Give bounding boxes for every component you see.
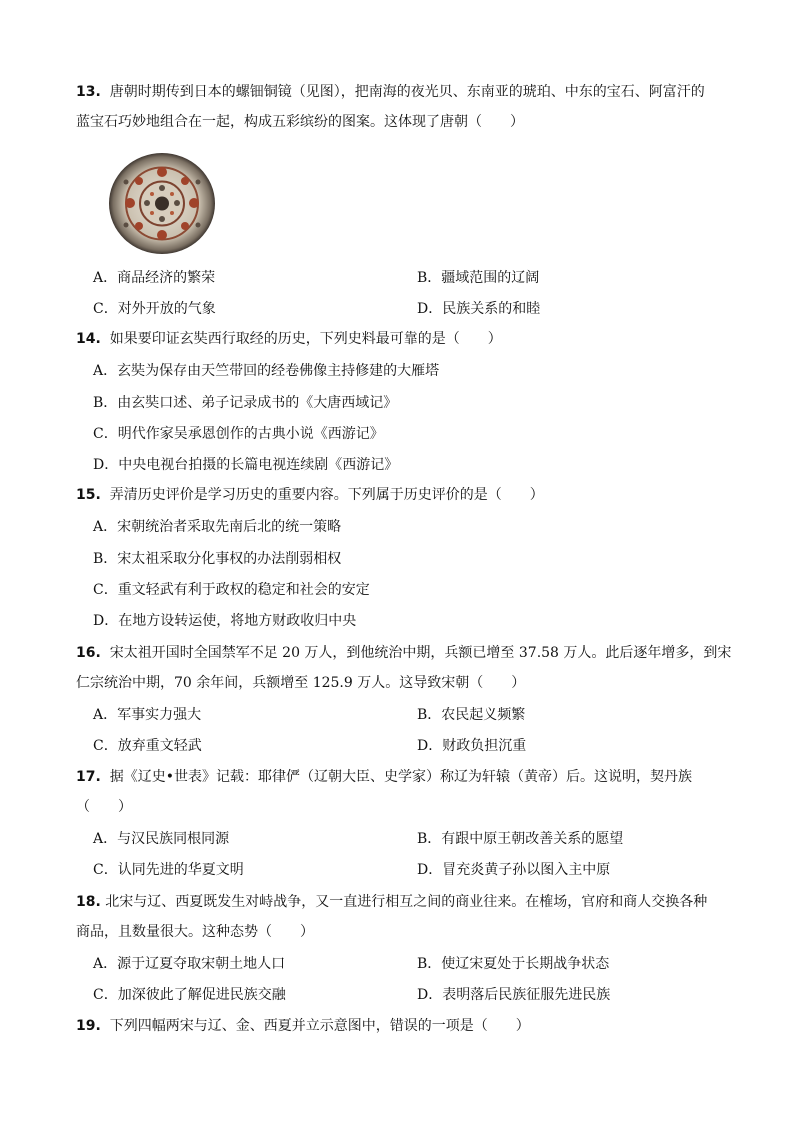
question-16-option-d: D．财政负担沉重 <box>417 738 527 754</box>
question-number: 15. <box>76 487 101 503</box>
question-17-option-a: A．与汉民族同根同源 <box>93 831 230 847</box>
question-19-line-1 <box>76 1016 746 1036</box>
question-13-option-c: C．对外开放的气象 <box>93 301 216 317</box>
question-number: 19. <box>76 1018 101 1034</box>
question-13-line-2: 蓝宝石巧妙地组合在一起，构成五彩缤纷的图案。这体现了唐朝（ ） <box>76 114 524 130</box>
question-number: 17. <box>76 769 101 785</box>
question-13-option-d: D．民族关系的和睦 <box>417 301 541 317</box>
question-number: 16. <box>76 645 101 661</box>
question-text: 北宋与辽、西夏既发生对峙战争，又一直进行相互之间的商业往来。在榷场，官府和商人交换各种 <box>105 894 708 910</box>
question-text: 如果要印证玄奘西行取经的历史，下列史料最可靠的是（ ） <box>109 331 502 347</box>
question-16-option-c: C．放弃重文轻武 <box>93 738 202 754</box>
question-number: 18. <box>76 894 101 910</box>
question-17-option-b: B．有跟中原王朝改善关系的愿望 <box>417 831 624 847</box>
question-15-option-a: A．宋朝统治者采取先南后北的统一策略 <box>93 519 342 535</box>
question-14-line-1 <box>76 329 746 349</box>
question-text: 宋太祖开国时全国禁军不足 20 万人，到他统治中期，兵额已增至 37.58 万人。此后逐年增多，到宋 <box>109 645 732 661</box>
question-number: 13. <box>76 84 101 100</box>
question-16-line-2: 仁宗统治中期，70 余年间，兵额增至 125.9 万人。这导致宋朝（ ） <box>76 675 526 691</box>
question-text: 据《辽史•世表》记载：耶律俨（辽朝大臣、史学家）称辽为轩辕（黄帝）后。这说明，契丹族 <box>109 769 692 785</box>
question-14-option-d: D．中央电视台拍摄的长篇电视连续剧《西游记》 <box>93 457 399 473</box>
question-15-option-d: D．在地方设转运使，将地方财政收归中央 <box>93 613 357 629</box>
question-text: 唐朝时期传到日本的螺钿铜镜（见图），把南海的夜光贝、东南亚的琥珀、中东的宝石、阿富汗的 <box>109 84 705 100</box>
question-17-line-1 <box>76 767 746 787</box>
question-18-option-a: A．源于辽夏夺取宋朝土地人口 <box>93 956 286 972</box>
question-13-option-a: A．商品经济的繁荣 <box>93 270 216 286</box>
question-18-line-2: 商品，且数量很大。这种态势（ ） <box>76 924 314 940</box>
question-15-option-b: B．宋太祖采取分化事权的办法削弱相权 <box>93 551 342 567</box>
question-17-option-d: D．冒充炎黄子孙以图入主中原 <box>417 862 611 878</box>
question-18-option-d: D．表明落后民族征服先进民族 <box>417 987 611 1003</box>
question-17-option-c: C．认同先进的华夏文明 <box>93 862 244 878</box>
question-14-option-c: C．明代作家吴承恩创作的古典小说《西游记》 <box>93 426 384 442</box>
question-13-line-1 <box>76 82 746 102</box>
question-15-line-1 <box>76 485 746 505</box>
question-13-option-b: B．疆域范围的辽阔 <box>417 270 540 286</box>
question-16-option-b: B．农民起义频繁 <box>417 707 526 723</box>
tang-mirror-image <box>108 152 216 255</box>
question-14-option-b: B．由玄奘口述、弟子记录成书的《大唐西域记》 <box>93 395 398 411</box>
question-18-option-c: C．加深彼此了解促进民族交融 <box>93 987 286 1003</box>
question-17-line-2: （ ） <box>76 799 132 815</box>
question-14-option-a: A．玄奘为保存由天竺带回的经卷佛像主持修建的大雁塔 <box>93 363 440 379</box>
question-16-line-1 <box>76 643 746 663</box>
question-15-option-c: C．重文轻武有利于政权的稳定和社会的安定 <box>93 582 370 598</box>
question-text: 弄清历史评价是学习历史的重要内容。下列属于历史评价的是（ ） <box>109 487 544 503</box>
question-18-option-b: B．使辽宋夏处于长期战争状态 <box>417 956 610 972</box>
question-text: 下列四幅两宋与辽、金、西夏并立示意图中，错误的一项是（ ） <box>109 1018 530 1034</box>
question-18-line-1 <box>76 892 746 912</box>
question-16-option-a: A．军事实力强大 <box>93 707 202 723</box>
question-number: 14. <box>76 331 101 347</box>
